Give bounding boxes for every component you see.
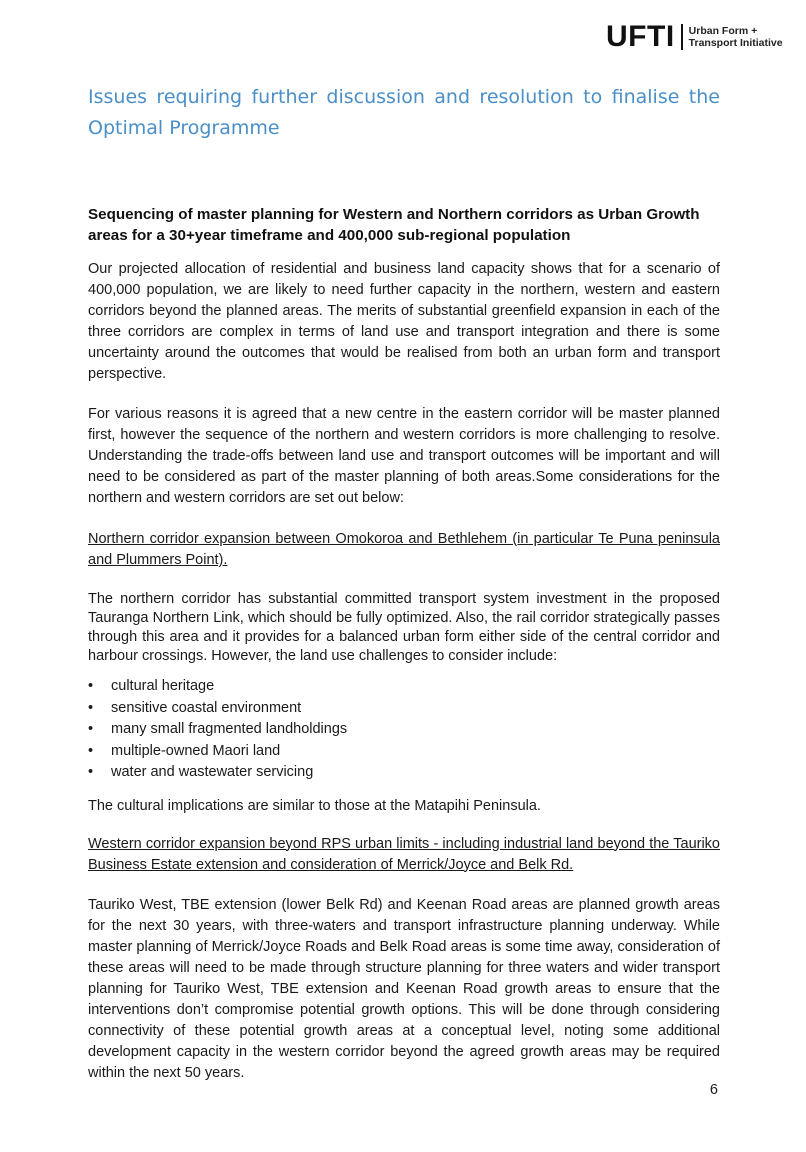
logo-mark: UFTI [606, 20, 675, 53]
page-number: 6 [709, 1082, 718, 1098]
document-body [88, 82, 720, 1084]
subheading-northern-corridor: Northern corridor expansion between Omokoroa and Bethlehem (in particular Te Puna peninsula and Plummers Point). [88, 531, 720, 568]
subheading-western-corridor: Western corridor expansion beyond RPS urban limits - including industrial land beyond the Tauriko Business Estate extension and consideration of Merrick/Joyce and Belk Rd. [88, 835, 720, 873]
list-item: • multiple-owned Maori land [88, 741, 720, 763]
paragraph-capacity: Our projected allocation of residential and business land capacity shows that for a scenario of 400,000 population, we are likely to need further capacity in the northern, western and eastern corridors beyond the planned areas. The merits of substantial greenfield expansion in each of the three corridors are complex in terms of land use and transport integration and there is some uncertainty around the outcomes that would be realised from both an urban form and transport perspective. [88, 261, 720, 382]
list-item: • water and wastewater servicing [88, 762, 720, 784]
list-item: • many small fragmented landholdings [88, 719, 720, 741]
list-item: • cultural heritage [88, 676, 720, 698]
paragraph-western-corridor: Tauriko West, TBE extension (lower Belk Rd) and Keenan Road areas are planned growth areas for the next 30 years, with three-waters and transport infrastructure planning underway. While master planning of Merrick/Joyce Roads and Belk Road areas is some time away, consideration of these areas will need to be made through structure planning for three waters and wider transport planning for Tauriko West, TBE extension and Keenan Road growth areas to ensure that the interventions don’t compromise potential growth options. This will be done through considering connectivity of these potential growth areas at a conceptual level, noting some additional development capacity in the western corridor beyond the agreed growth areas may be required within the next 50 years. [88, 896, 720, 1081]
paragraph-cultural-implications: The cultural implications are similar to those at the Matapihi Peninsula. [88, 797, 541, 814]
logo-text [689, 25, 783, 49]
page-title: Issues requiring further discussion and resolution to finalise the Optimal Programme [88, 86, 720, 139]
paragraph-northern-corridor: The northern corridor has substantial committed transport system investment in the proposed Tauranga Northern Link, which should be fully optimized. Also, the rail corridor strategically passes through this area and it provides for a balanced urban form either side of the central corridor and harbour crossings. However, the land use challenges to consider include: [88, 591, 720, 664]
list-item: • sensitive coastal environment [88, 698, 720, 720]
challenges-list [88, 676, 720, 784]
ufti-logo [606, 22, 783, 52]
paragraph-sequencing: For various reasons it is agreed that a new centre in the eastern corridor will be master planned first, however the sequence of the northern and western corridors is more challenging to resolve. Understanding the trade-offs between land use and transport outcomes will be important and will need to be considered as part of the master planning of both areas.Some considerations for the northern and western corridors are set out below: [88, 406, 720, 506]
logo-line-2: Transport Initiative [688, 37, 783, 49]
logo-divider [681, 24, 683, 50]
section-heading: Sequencing of master planning for Western and Northern corridors as Urban Growth areas for a 30+year timeframe and 400,000 sub-regional population [88, 206, 700, 244]
logo-line-1: Urban Form + [688, 25, 758, 37]
